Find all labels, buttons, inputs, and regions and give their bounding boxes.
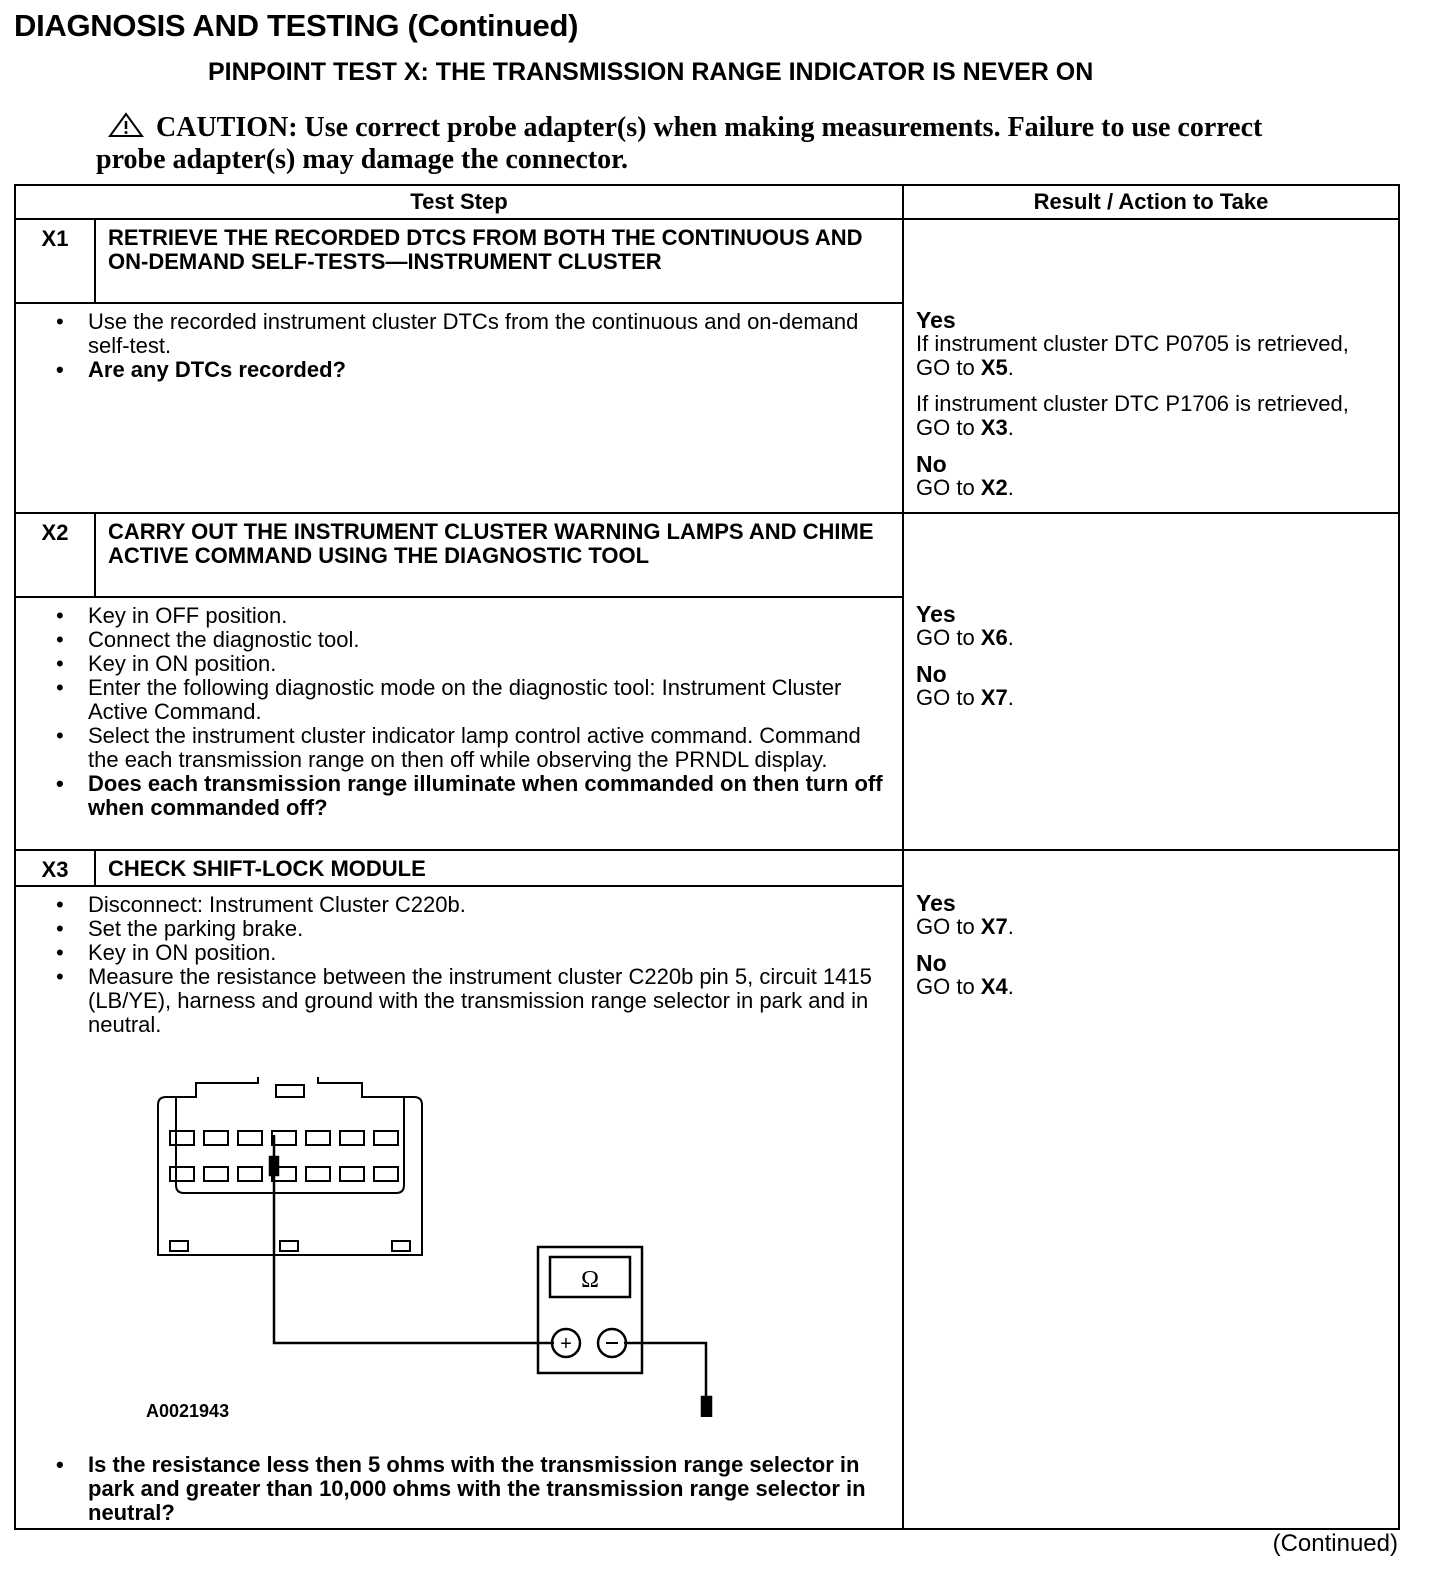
- goto-link[interactable]: X3: [980, 415, 1008, 440]
- connector-pin-cavity: [170, 1131, 194, 1145]
- step-row-x2: [15, 513, 1399, 850]
- connector-pin-cavity: [340, 1167, 364, 1181]
- connector-pin-cavity: [272, 1131, 296, 1145]
- step-instructions: [16, 887, 902, 1037]
- goto-link[interactable]: X5: [980, 355, 1008, 380]
- connector-pin-cavity: [374, 1167, 398, 1181]
- connector-pin-cavity: [170, 1167, 194, 1181]
- step-row-x3: [15, 850, 1399, 1529]
- step-bullet: • Set the parking brake.: [48, 917, 892, 941]
- col-header-result: Result / Action to Take: [903, 185, 1399, 219]
- connector-pin-cavity: [306, 1167, 330, 1181]
- goto-link[interactable]: X7: [980, 685, 1008, 710]
- caution-text: CAUTION: Use correct probe adapter(s) when making measurements. Failure to use correct probe adapter(s) may damage the connector.: [96, 112, 1263, 175]
- result-yes: Yes If instrument cluster DTC P0705 is retrieved, GO to X5.: [916, 307, 1349, 380]
- result-yes: Yes GO to X6.: [916, 601, 1014, 650]
- goto-link[interactable]: X7: [980, 914, 1008, 939]
- step-title: RETRIEVE THE RECORDED DTCS FROM BOTH THE CONTINUOUS AND ON-DEMAND SELF-TESTS—INSTRUMENT CLUSTER: [108, 225, 863, 274]
- connector-pin-cavity: [238, 1167, 262, 1181]
- step-bullet: • Key in OFF position.: [48, 604, 892, 628]
- result-no: No GO to X2.: [916, 451, 1014, 500]
- ohm-symbol: Ω: [581, 1267, 599, 1293]
- step-title: CARRY OUT THE INSTRUMENT CLUSTER WARNING LAMPS AND CHIME ACTIVE COMMAND USING THE DIAGNOSTIC TOOL: [108, 519, 874, 568]
- step-instructions: [16, 1449, 902, 1525]
- result-yes-alt: If instrument cluster DTC P1706 is retrieved, GO to X3.: [916, 391, 1349, 440]
- step-instructions: [16, 598, 902, 820]
- connector-pin-cavity: [204, 1167, 228, 1181]
- ohmmeter: [538, 1247, 642, 1373]
- step-bullet: • Key in ON position.: [48, 941, 892, 965]
- goto-link[interactable]: X2: [980, 475, 1008, 500]
- step-bullet: • Select the instrument cluster indicator lamp control active command. Command the each transmission range on then off while observing the PRNDL display.: [48, 724, 892, 772]
- pinpoint-test-title: PINPOINT TEST X: THE TRANSMISSION RANGE INDICATOR IS NEVER ON: [208, 58, 1094, 86]
- pinpoint-test-table: [14, 184, 1400, 1530]
- result-no: No GO to X4.: [916, 950, 1014, 999]
- step-bullet: • Measure the resistance between the instrument cluster C220b pin 5, circuit 1415 (LB/YE), harness and ground with the transmission range selector in park and in neutral.: [48, 965, 892, 1037]
- step-bullet: • Use the recorded instrument cluster DTCs from the continuous and on-demand self-test.: [48, 310, 892, 358]
- connector-pin-cavity: [306, 1131, 330, 1145]
- step-bullet: • Key in ON position.: [48, 652, 892, 676]
- col-header-test-step: Test Step: [15, 185, 903, 219]
- connector-pin-cavity: [238, 1131, 262, 1145]
- step-bullet: • Connect the diagnostic tool.: [48, 628, 892, 652]
- connector-ohmmeter-diagram: [146, 1077, 746, 1417]
- plus-terminal-icon: +: [560, 1333, 572, 1355]
- result-yes: Yes GO to X7.: [916, 890, 1014, 939]
- step-title: CHECK SHIFT-LOCK MODULE: [108, 856, 426, 881]
- step-instructions: [16, 304, 902, 382]
- goto-link[interactable]: X6: [980, 625, 1008, 650]
- figure-id: A0021943: [146, 1401, 230, 1421]
- step-row-x1: [15, 219, 1399, 513]
- page-header: DIAGNOSIS AND TESTING (Continued): [14, 8, 579, 43]
- step-bullet: • Enter the following diagnostic mode on the diagnostic tool: Instrument Cluster Active Command.: [48, 676, 892, 724]
- caution-note: [96, 112, 1296, 175]
- step-id: X2: [16, 514, 96, 596]
- goto-link[interactable]: X4: [980, 974, 1008, 999]
- result-no: No GO to X7.: [916, 661, 1014, 710]
- step-id: X1: [16, 220, 96, 302]
- step-id: X3: [16, 851, 96, 885]
- connector-pin-cavity: [340, 1131, 364, 1145]
- connector-pin-cavity: [374, 1131, 398, 1145]
- warning-triangle-icon: [108, 112, 144, 145]
- step-question: • Is the resistance less then 5 ohms with the transmission range selector in park and greater than 10,000 ohms with the transmission range selector in neutral?: [48, 1453, 892, 1525]
- step-bullet: • Disconnect: Instrument Cluster C220b.: [48, 893, 892, 917]
- continued-label: (Continued): [1272, 1530, 1398, 1557]
- step-question: • Are any DTCs recorded?: [48, 358, 892, 382]
- step-question: • Does each transmission range illuminate when commanded on then turn off when commanded off?: [48, 772, 892, 820]
- measurement-diagram: [16, 1037, 902, 1449]
- connector-pin-cavity: [204, 1131, 228, 1145]
